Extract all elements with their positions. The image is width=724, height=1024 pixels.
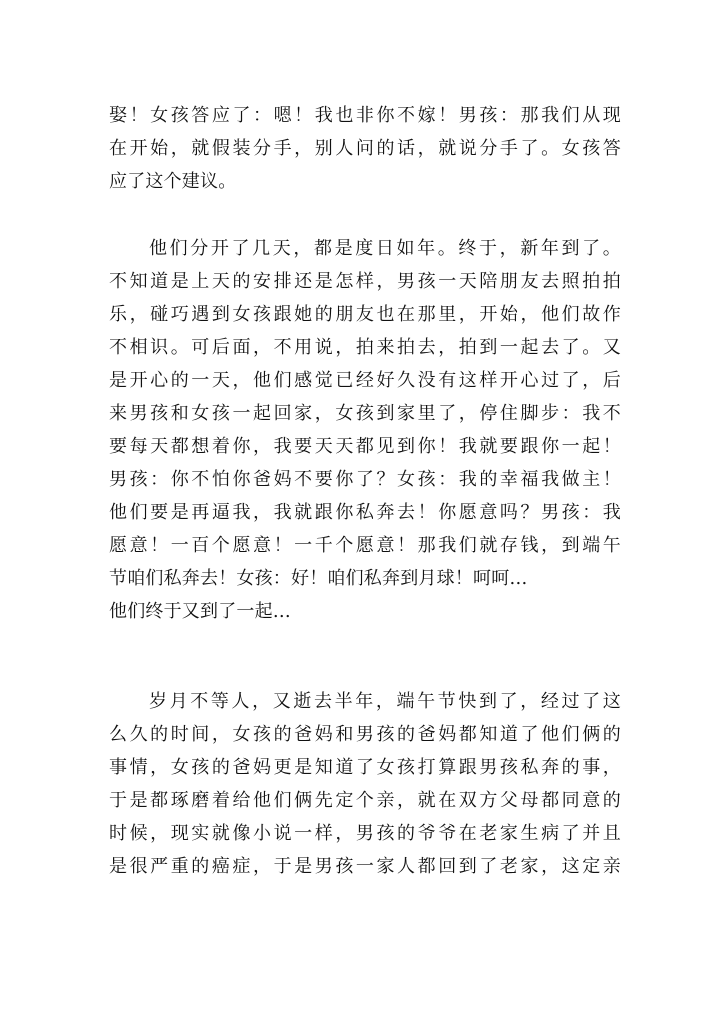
paragraph-line: 事情，女孩的爸妈更是知道了女孩打算跟男孩私奔的事， [109,757,621,778]
paragraph-line: 他们要是再逼我，我就跟你私奔去！你愿意吗？男孩：我 [109,502,621,523]
paragraph-line: 愿意！一百个愿意！一千个愿意！那我们就存钱，到端午 [109,535,621,556]
paragraph-line: 他们终于又到了一起… [109,601,291,622]
paragraph-3 [109,685,621,883]
paragraph-line: 乐，碰巧遇到女孩跟她的朋友也在那里，开始，他们故作 [109,304,621,325]
paragraph-line: 在开始，就假装分手，别人问的话，就说分手了。女孩答 [109,138,621,159]
paragraph-line: 于是都琢磨着给他们俩先定个亲，就在双方父母都同意的 [109,790,621,811]
paragraph-line: 时候，现实就像小说一样，男孩的爷爷在老家生病了并且 [109,823,621,844]
paragraph-1 [109,99,621,198]
paragraph-line: 应了这个建议。 [109,171,237,192]
paragraph-line: 不知道是上天的安排还是怎样，男孩一天陪朋友去照拍拍 [109,271,621,292]
paragraph-line: 是开心的一天，他们感觉已经好久没有这样开心过了，后 [109,370,621,391]
paragraph-line: 是很严重的癌症，于是男孩一家人都回到了老家，这定亲 [109,856,621,877]
paragraph-line: 么久的时间，女孩的爸妈和男孩的爸妈都知道了他们俩的 [109,724,621,745]
paragraph-line: 节咱们私奔去！女孩：好！咱们私奔到月球！呵呵… [109,568,528,589]
paragraph-line: 要每天都想着你，我要天天都见到你！我就要跟你一起！ [109,436,621,457]
paragraph-line: 来男孩和女孩一起回家，女孩到家里了，停住脚步：我不 [109,403,621,424]
paragraph-line: 男孩：你不怕你爸妈不要你了？女孩：我的幸福我做主！ [109,469,621,490]
paragraph-line: 他们分开了几天，都是度日如年。终于，新年到了。 [149,238,621,259]
paragraph-line: 娶！女孩答应了：嗯！我也非你不嫁！男孩：那我们从现 [109,105,621,126]
paragraph-line: 不相识。可后面，不用说，拍来拍去，拍到一起去了。又 [109,337,621,358]
paragraph-line: 岁月不等人，又逝去半年，端午节快到了，经过了这 [149,691,621,712]
paragraph-2 [109,232,621,628]
